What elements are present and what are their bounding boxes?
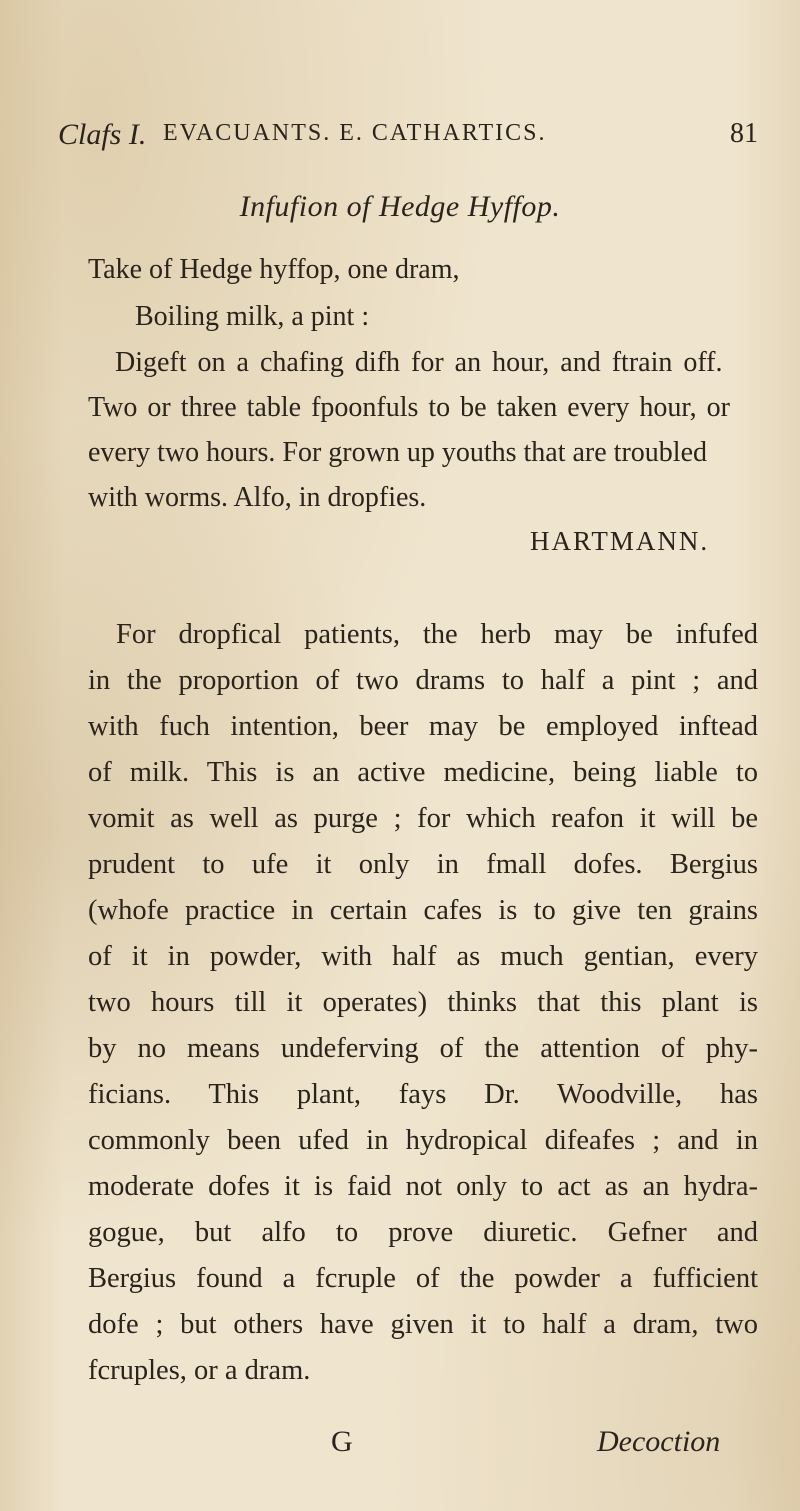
body-line: gogue, but alfo to prove diuretic. Gefner and — [88, 1217, 758, 1248]
recipe-line: Boiling milk, a pint : — [135, 301, 370, 332]
body-line: commonly been ufed in hydropical difeafes ; and in — [88, 1125, 758, 1156]
body-line: moderate dofes it is faid not only to act as an hydra- — [88, 1171, 758, 1202]
recipe-signature: HARTMANN. — [530, 526, 710, 556]
body-line: prudent to ufe it only in fmall dofes. Bergius — [88, 849, 758, 880]
body-line: by no means undeferving of the attention of phy- — [88, 1033, 758, 1064]
body-line: two hours till it operates) thinks that this plant is — [88, 987, 758, 1018]
recipe-title: Infufion of Hedge Hyffop. — [239, 190, 561, 223]
body-paragraph — [88, 612, 758, 1394]
body-line: dofe ; but others have given it to half a dram, two — [88, 1309, 758, 1340]
recipe-line: Two or three table fpoonfuls to be taken every hour, or — [88, 392, 730, 423]
body-line: (whofe practice in certain cafes is to give ten grains — [88, 895, 758, 926]
running-header — [58, 118, 758, 168]
page-number: 81 — [730, 118, 758, 149]
body-line: with fuch intention, beer may be employed inftead — [88, 711, 758, 742]
running-title: EVACUANTS. E. CATHARTICS. — [163, 120, 547, 146]
class-label: Clafs I. — [58, 118, 147, 151]
body-line: ficians. This plant, fays Dr. Woodville, has — [88, 1079, 758, 1110]
catchword: Decoction — [597, 1425, 721, 1458]
recipe-line: with worms. Alfo, in dropfies. — [88, 482, 427, 513]
recipe-line: Digeft on a chafing difh for an hour, and ftrain off. — [115, 347, 723, 378]
body-line: in the proportion of two drams to half a pint ; and — [88, 665, 758, 696]
body-line: of it in powder, with half as much gentian, every — [88, 941, 758, 972]
recipe-line: Take of Hedge hyffop, one dram, — [88, 254, 460, 285]
recipe-line: every two hours. For grown up youths that are troubled — [88, 437, 707, 468]
signature-mark: G — [331, 1425, 353, 1458]
body-line: fcruples, or a dram. — [88, 1355, 311, 1386]
body-line: vomit as well as purge ; for which reafon it will be — [88, 803, 758, 834]
body-line: Bergius found a fcruple of the powder a fufficient — [88, 1263, 758, 1294]
body-line: of milk. This is an active medicine, being liable to — [88, 757, 758, 788]
body-line: For dropfical patients, the herb may be infufed — [116, 619, 758, 650]
